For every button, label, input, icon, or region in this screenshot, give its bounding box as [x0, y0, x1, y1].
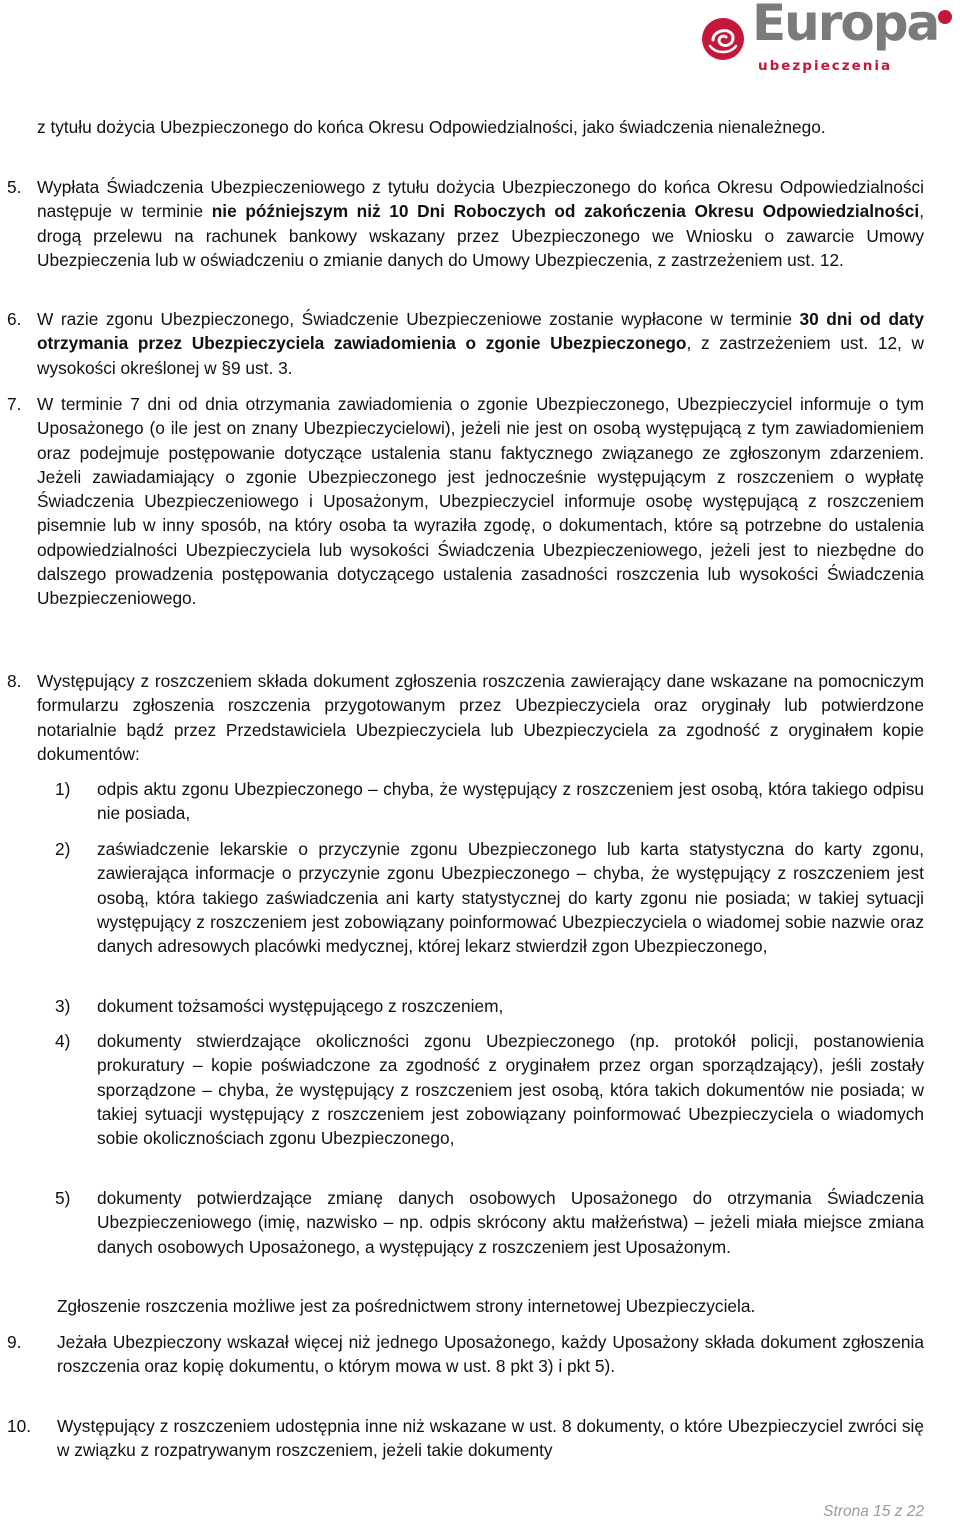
list-item-2: [97, 837, 924, 958]
list-number-5: 5): [55, 1188, 71, 1208]
body-text: Jeżała Ubezpieczony wskazał więcej niż jednego Uposażonego, każdy Uposażony składa dokument zgłoszenia roszczenia oraz kopię dokumentu, o którym mowa w ust. 8 pkt 3) i pkt 5).: [57, 1332, 924, 1377]
logo-wordmark: Europa: [752, 0, 939, 52]
europa-logo: [700, 0, 956, 78]
paragraph-number-9: 9.: [7, 1332, 22, 1352]
list-number-1: 1): [55, 779, 71, 799]
paragraph-number-6: 6.: [7, 309, 22, 329]
body-text: zaświadczenie lekarskie o przyczynie zgonu Ubezpieczonego lub karta statystyczna do karty zgonu, zawierająca informacje o przyczynie zgonu Ubezpieczonego – chyba, że występujący z roszczeniem jest osobą, która takiego zaświadczenia ani karty statystycznej do karty zgonu nie posiada; w takiej sytuacji występujący z roszczeniem jest zobowiązany poinformować Ubezpieczyciela o wiadomej sobie nazwie oraz danych adresowych placówki medycznej, której lekarz stwierdził zgon Ubezpieczonego,: [97, 839, 924, 957]
body-text: dokumenty stwierdzające okoliczności zgonu Ubezpieczonego (np. protokół policji, postanowienia prokuratury – kopie poświadczone za zgodność z oryginałem przez organ sporządzający), jeśli zostały sporządzone – chyba, że występujący z roszczeniem jest osobą, która takich dokumentów nie posiada; w takiej sytuacji występujący z roszczeniem jest zobowiązany poinformować Ubezpieczyciela o wiadomych sobie okolicznościach zgonu Ubezpieczonego,: [97, 1031, 924, 1149]
body-text: dokumenty potwierdzające zmianę danych osobowych Uposażonego do otrzymania Świadczenia Ubezpieczeniowego (imię, nazwisko – np. odpis skrócony aktu małżeństwa) – jeżeli miała miejsce zmiana danych osobowych Uposażonego, a występujący z roszczeniem jest Uposażonym.: [97, 1188, 924, 1257]
bold-text: nie późniejszym niż 10 Dni Roboczych od zakończenia Okresu Odpowiedzialności: [211, 201, 920, 222]
list-item-5: [97, 1186, 924, 1259]
body-text: Wypłata Świadczenia Ubezpieczeniowego z tytułu dożycia Ubezpieczonego do końca Okresu Odpowiedzialności następuje w terminie: [37, 177, 924, 222]
paragraph-number-7: 7.: [7, 394, 22, 414]
list-number-4: 4): [55, 1031, 71, 1051]
claim-submission-note: [57, 1294, 924, 1318]
body-text: dokument tożsamości występującego z roszczeniem,: [97, 996, 504, 1016]
body-text: Występujący z roszczeniem składa dokument zgłoszenia roszczenia zawierający dane wskazane na pomocniczym formularzu zgłoszenia roszczenia przygotowanym przez Ubezpieczyciela oraz oryginały lub potwierdzone notarialnie bądź przez Przedstawiciela Ubezpieczyciela lub Ubezpieczyciela za zgodność z oryginałem kopie dokumentów:: [37, 671, 924, 764]
list-number-2: 2): [55, 839, 71, 859]
body-text: W razie zgonu Ubezpieczonego, Świadczenie Ubezpieczeniowe zostanie wypłacone w terminie: [37, 309, 800, 329]
body-text: z tytułu dożycia Ubezpieczonego do końca Okresu Odpowiedzialności, jako świadczenia nienależnego.: [37, 117, 826, 137]
list-number-3: 3): [55, 996, 71, 1016]
paragraph-number-8: 8.: [7, 671, 22, 691]
page-number: Strona 15 z 22: [823, 1503, 924, 1520]
paragraph-number-10: 10.: [7, 1416, 32, 1436]
paragraph-number-5: 5.: [7, 177, 22, 197]
paragraph-9: [57, 1330, 924, 1379]
body-text: odpis aktu zgonu Ubezpieczonego – chyba, że występujący z roszczeniem jest osobą, która takiego odpisu nie posiada,: [97, 779, 924, 824]
paragraph-5: [37, 175, 924, 272]
rose-logo-icon: [700, 16, 746, 62]
logo-dot-icon: [938, 10, 952, 24]
paragraph-continuation: [37, 115, 924, 139]
list-item-4: [97, 1029, 924, 1150]
list-item-1: [97, 777, 924, 826]
paragraph-10: [57, 1414, 924, 1463]
body-text: , z zastrzeżeniem ust. 12, w wysokości określonej w §9 ust. 3.: [37, 333, 924, 378]
body-text: Występujący z roszczeniem udostępnia inne niż wskazane w ust. 8 dokumenty, o które Ubezpieczyciel zwróci się w związku z rozpatrywanym roszczeniem, jeżeli takie dokumenty: [57, 1416, 924, 1461]
list-item-3: [97, 994, 924, 1018]
paragraph-6: [37, 307, 924, 380]
body-text: W terminie 7 dni od dnia otrzymania zawiadomienia o zgonie Ubezpieczonego, Ubezpieczyciel informuje o tym Uposażonego (o ile jest on znany Ubezpieczycielowi), jeżeli nie jest on osobą występującą z tym zawiadomieniem oraz podejmuje postępowanie dotyczące ustalenia stanu faktycznego związanego ze zgłoszonym zdarzeniem. Jeżeli zawiadamiający o zgonie Ubezpieczonego jest jednocześnie występującym z roszczeniem o wypłatę Świadczenia Ubezpieczeniowego i Uposażonym, Ubezpieczyciel informuje osobę występującą z roszczeniem pisemnie lub w inny sposób, na który osoba ta wyraziła zgodę, o dokumentach, które są potrzebne do ustalenia odpowiedzialności Ubezpieczyciela lub wysokości Świadczenia Ubezpieczeniowego, jeżeli jest to niezbędne do dalszego prowadzenia postępowania dotyczącego ustalenia zasadności roszczenia lub wysokości Świadczenia Ubezpieczeniowego.: [37, 394, 924, 609]
bold-text: 30 dni od daty otrzymania przez Ubezpieczyciela zawiadomienia o zgonie Ubezpieczonego: [37, 309, 925, 354]
logo-subtitle: ubezpieczenia: [758, 58, 893, 74]
body-text: , drogą przelewu na rachunek bankowy wskazany przez Ubezpieczonego we Wniosku o zawarcie Umowy Ubezpieczenia lub w oświadczeniu o zmianie danych do Umowy Ubezpieczenia, z zastrzeżeniem ust. 12.: [37, 201, 924, 270]
paragraph-7: [37, 392, 924, 611]
paragraph-8: [37, 669, 924, 766]
body-text: Zgłoszenie roszczenia możliwe jest za pośrednictwem strony internetowej Ubezpieczyciela.: [57, 1296, 756, 1316]
